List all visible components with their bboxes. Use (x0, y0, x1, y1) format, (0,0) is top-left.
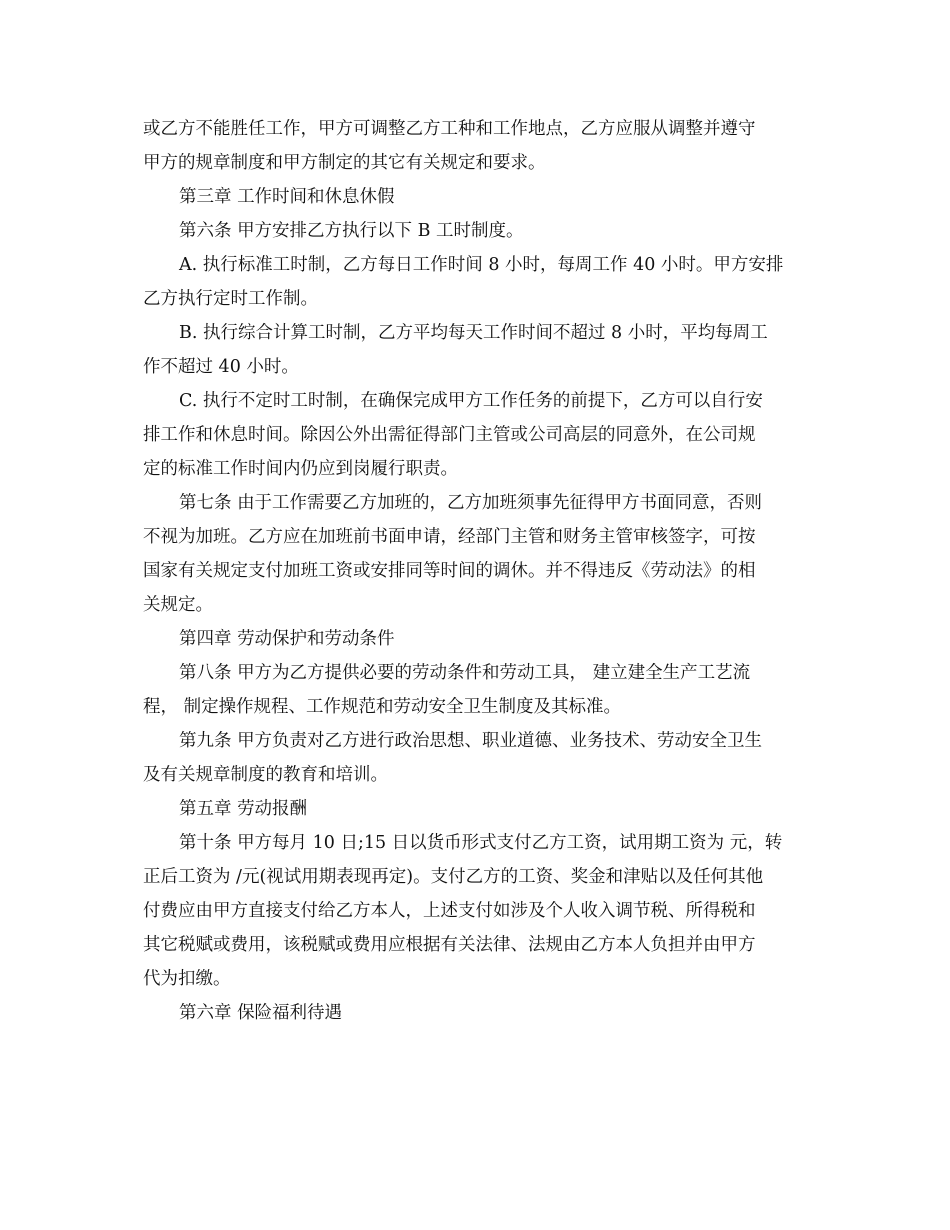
text-line: 第六条 甲方安排乙方执行以下 B 工时制度。 (179, 221, 524, 241)
text-line: 关规定。 (143, 595, 213, 615)
text-line: 定的标准工作时间内仍应到岗履行职责。 (143, 459, 458, 479)
text-line: 国家有关规定支付加班工资或安排同等时间的调休。并不得违反《劳动法》的相 (143, 561, 756, 581)
text-line: 或乙方不能胜任工作，甲方可调整乙方工种和工作地点，乙方应服从调整并遵守 (143, 119, 756, 139)
text-line: 排工作和休息时间。除因公外出需征得部门主管或公司高层的同意外，在公司规 (143, 425, 756, 445)
text-line: 正后工资为 /元(视试用期表现再定)。支付乙方的工资、奖金和津贴以及任何其他 (143, 867, 764, 887)
text-line: 不视为加班。乙方应在加班前书面申请，经部门主管和财务主管审核签字，可按 (143, 527, 756, 547)
text-line: 及有关规章制度的教育和培训。 (143, 765, 388, 785)
text-line: 第七条 由于工作需要乙方加班的，乙方加班须事先征得甲方书面同意，否则 (179, 493, 763, 513)
text-line: 程， 制定操作规程、工作规范和劳动安全卫生制度及其标准。 (143, 697, 622, 717)
text-line: 乙方执行定时工作制。 (143, 289, 318, 309)
text-line: A. 执行标准工时制，乙方每日工作时间 8 小时，每周工作 40 小时。甲方安排 (179, 255, 784, 275)
text-line: C. 执行不定时工时制，在确保完成甲方工作任务的前提下，乙方可以自行安 (179, 391, 763, 411)
text-line: 其它税赋或费用，该税赋或费用应根据有关法律、法规由乙方本人负担并由甲方 (143, 935, 756, 955)
document-body (143, 112, 813, 1030)
text-line: 第三章 工作时间和休息休假 (179, 187, 395, 207)
text-line: 第五章 劳动报酬 (179, 799, 308, 819)
text-line: 第四章 劳动保护和劳动条件 (179, 629, 395, 649)
text-line: 第十条 甲方每月 10 日;15 日以货币形式支付乙方工资，试用期工资为 元，转 (179, 833, 783, 853)
text-line: 甲方的规章制度和甲方制定的其它有关规定和要求。 (143, 153, 546, 173)
text-line: 第八条 甲方为乙方提供必要的劳动条件和劳动工具， 建立建全生产工艺流 (179, 663, 751, 683)
text-line: 付费应由甲方直接支付给乙方本人，上述支付如涉及个人收入调节税、所得税和 (143, 901, 756, 921)
text-line: 第九条 甲方负责对乙方进行政治思想、职业道德、业务技术、劳动安全卫生 (179, 731, 763, 751)
text-line: 第六章 保险福利待遇 (179, 1003, 343, 1023)
text-line: B. 执行综合计算工时制，乙方平均每天工作时间不超过 8 小时，平均每周工 (179, 323, 768, 343)
text-line: 代为扣缴。 (143, 969, 231, 989)
text-line: 作不超过 40 小时。 (143, 357, 299, 377)
